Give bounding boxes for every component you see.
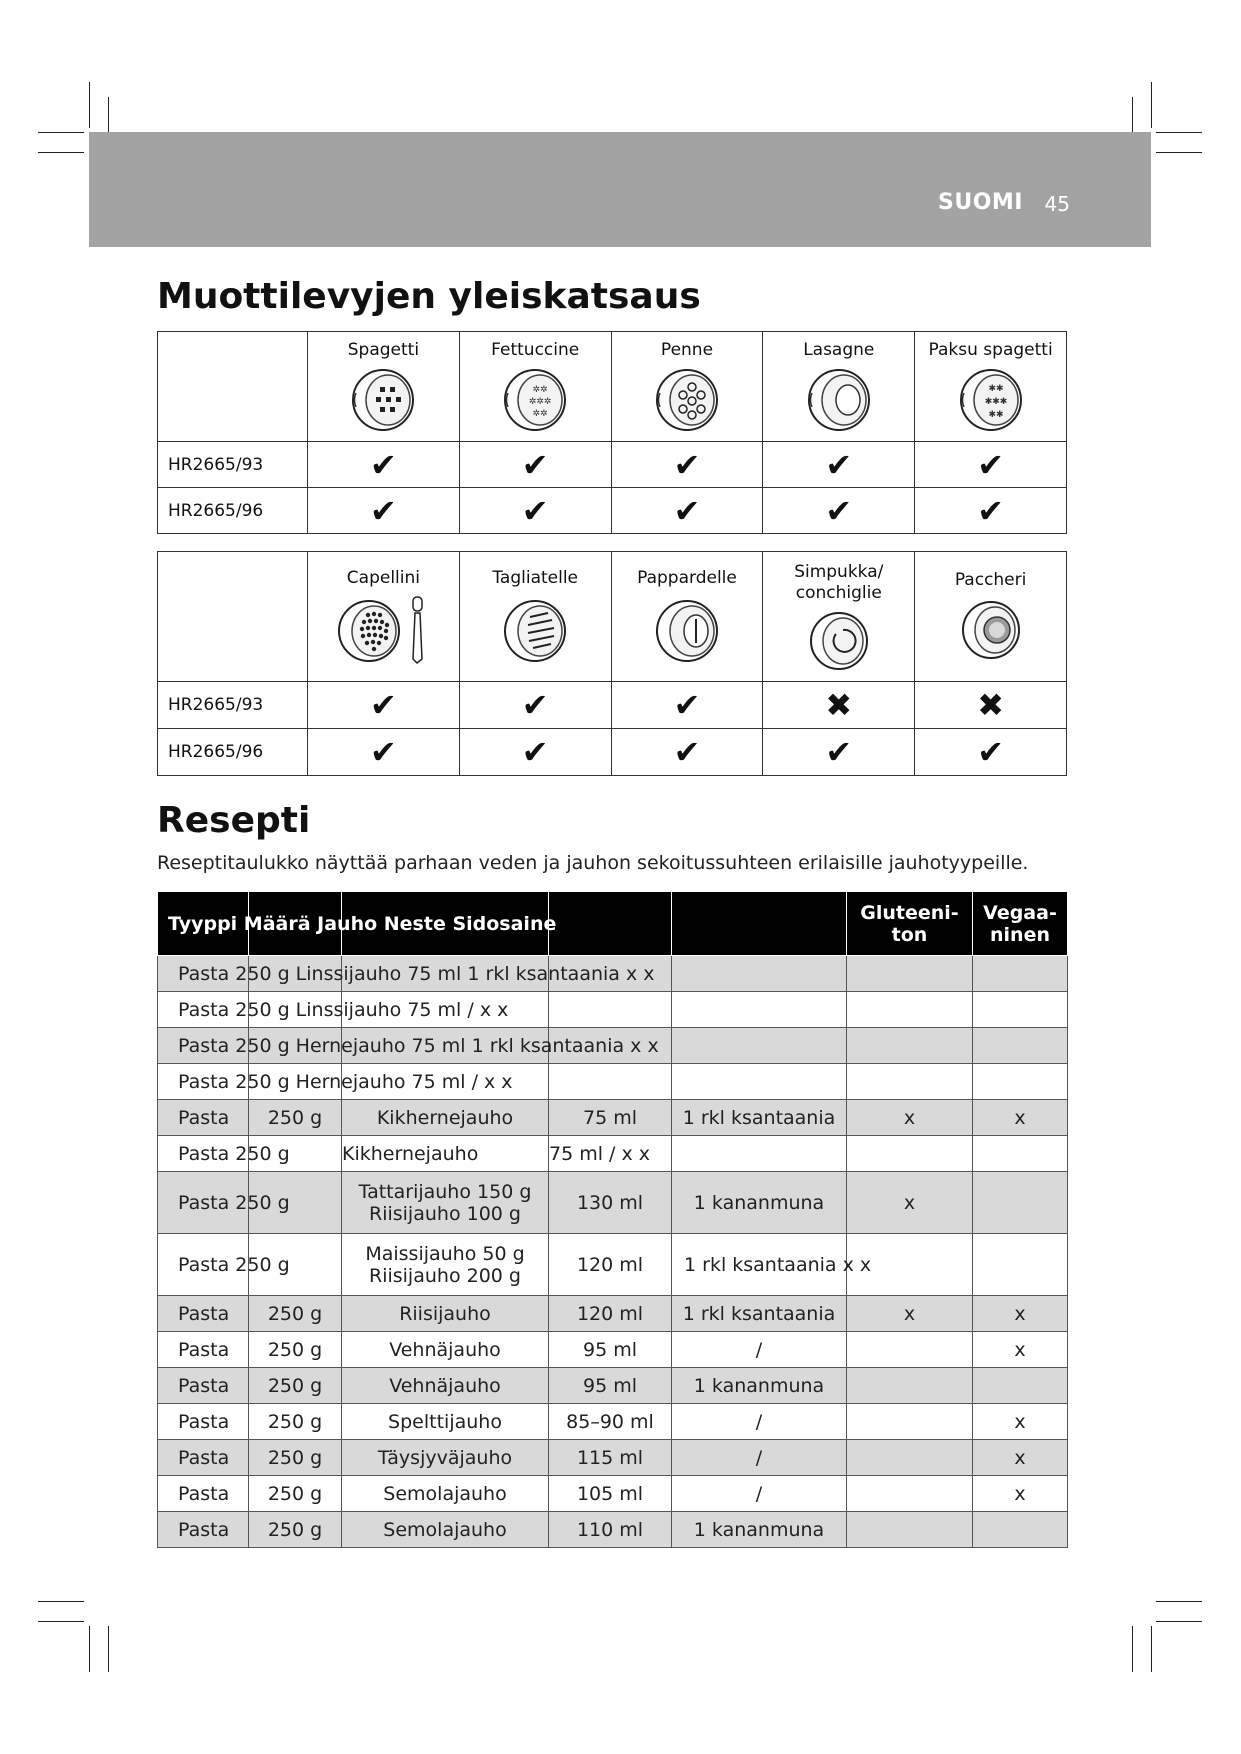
crop-mark [89,1626,90,1672]
table-row [158,1368,1068,1404]
cell-binder: / [672,1440,847,1476]
cell-flour: Täysjyväjauho [342,1440,549,1476]
check-icon: ✔ [977,445,1004,484]
merged-row-text: Pasta 250 g Linssijauho 75 ml / x x [178,998,509,1021]
cell-binder: 1 rkl ksantaania [672,1100,847,1136]
table-row [158,1064,1068,1100]
shell-die-icon [806,610,872,672]
compat-cell [611,729,763,776]
table-row [158,1100,1068,1136]
compat-cell [611,488,763,534]
check-icon: ✔ [977,491,1004,530]
fettuccine-die-icon [502,367,568,433]
merged-row-text: Pasta 250 g Hernejauho 75 ml / x x [178,1070,513,1093]
merged-row-text: Pasta 250 g [178,1191,290,1214]
svg-text:✲✲: ✲✲ [532,385,548,395]
flour-line2: Riisijauho 100 g [369,1202,521,1225]
compat-cell [915,729,1067,776]
header-cell [672,892,847,956]
header-cell [158,892,557,956]
table-row [158,1440,1068,1476]
header-vegan-line1: Vegaa- [983,901,1057,924]
compat-cell [763,729,915,776]
recipe-intro: Reseptitaulukko näyttää parhaan veden ja jauhon sekoitussuhteen erilaisille jauhotyypeille. [157,852,1029,874]
svg-text:✱✱: ✱✱ [988,410,1004,420]
compat-cell [915,488,1067,534]
svg-text:✱✱✱: ✱✱✱ [984,397,1007,407]
table-row [158,1476,1068,1512]
recipe-table [157,891,1068,1548]
cell [973,1136,1068,1172]
cell-binder: 1 kananmuna [672,1172,847,1234]
check-icon: ✔ [673,491,701,530]
lasagne-die-icon [806,367,872,433]
crop-mark [1156,1621,1202,1622]
die-name: Capellini [346,568,420,588]
die-name-line2: conchiglie [795,582,882,603]
flour-line1: Maissijauho 50 g [365,1242,525,1265]
cell-binder: / [672,1404,847,1440]
cell [158,1136,290,1172]
header-gluten-line1: Gluteeni- [860,901,959,924]
die-header [308,332,460,442]
cell-liquid: 120 ml [549,1296,672,1332]
svg-text:✲✲✲: ✲✲✲ [528,397,552,407]
cell-gluten-free: x [847,1296,973,1332]
language-label: SUOMI [938,190,1023,215]
check-icon: ✔ [825,491,853,530]
cell-vegan: x [973,1296,1068,1332]
table-row [158,956,1068,992]
header-gluten-line2: ton [891,923,928,946]
cell [847,992,973,1028]
cell-gluten-free [847,1440,973,1476]
check-icon: ✔ [369,445,397,484]
header-merged-label: Tyyppi Määrä Jauho Neste Sidosaine [168,912,557,935]
die-name: Spagetti [347,340,420,360]
cell-liquid: 130 ml [549,1172,672,1234]
cell-liquid: 115 ml [549,1440,672,1476]
check-icon: ✔ [825,733,853,771]
compat-cell [915,442,1067,488]
model-cell: HR2665/96 [158,488,308,534]
crop-mark [1132,1626,1133,1672]
die-name: Simpukka/ [794,561,884,582]
paccheri-die-icon [958,597,1024,663]
cell [158,1234,290,1296]
page-number: 45 [1044,192,1070,216]
compat-cell [763,682,915,729]
cell-gluten-free [847,1476,973,1512]
die-name: Paksu spagetti [928,340,1053,360]
cell [158,992,509,1028]
compat-cell [459,729,611,776]
cell-flour: Vehnäjauho [342,1332,549,1368]
cell-flour: Spelttijauho [342,1404,549,1440]
svg-text:✲✲: ✲✲ [532,409,548,419]
check-icon: ✔ [369,733,397,771]
check-icon: ✔ [521,686,549,724]
crop-mark [1156,152,1202,153]
cell-vegan [973,1512,1068,1548]
compat-cell [308,682,460,729]
cell-vegan [973,1172,1068,1234]
header-vegan-line2: ninen [990,923,1050,946]
cell-gluten-free [847,1404,973,1440]
cross-icon: ✖ [825,686,853,724]
cell-amount: 250 g [249,1100,342,1136]
cell [847,1064,973,1100]
cell-gluten-free [847,1512,973,1548]
cell-amount: 250 g [249,1332,342,1368]
model-cell: HR2665/96 [158,729,308,776]
die-header [611,552,763,682]
die-header [459,552,611,682]
cell-gluten-free: x [847,1100,973,1136]
compat-cell [915,682,1067,729]
cell-amount: 250 g [249,1404,342,1440]
cell-liquid: 85–90 ml [549,1404,672,1440]
cell-vegan: x [973,1404,1068,1440]
cell [158,1028,659,1064]
cell-amount: 250 g [249,1368,342,1404]
die-name: Penne [660,340,714,360]
spaghetti-die-icon [350,367,416,433]
cell-vegan: x [973,1332,1068,1368]
cell-vegan [973,1368,1068,1404]
cell-gluten-free [847,1368,973,1404]
cell-type: Pasta [158,1512,249,1548]
cell-amount: 250 g [249,1296,342,1332]
header-cell [847,892,973,956]
table-row [158,1172,1068,1234]
compat-cell [459,442,611,488]
empty-cell [158,552,308,682]
cell-flour: Kikhernejauho [342,1100,549,1136]
penne-die-icon [654,367,720,433]
die-header [611,332,763,442]
cell-binder: 1 kananmuna [672,1368,847,1404]
cell-vegan: x [973,1440,1068,1476]
page-header [89,132,1151,247]
cell-type: Pasta [158,1100,249,1136]
cell [973,1064,1068,1100]
pappardelle-die-icon [654,595,720,665]
cell [973,992,1068,1028]
cell-type: Pasta [158,1404,249,1440]
table-row [158,992,1068,1028]
header-cell [973,892,1068,956]
die-header [763,552,915,682]
cell-binder: / [672,1476,847,1512]
cell [672,1064,847,1100]
model-cell: HR2665/93 [158,682,308,729]
die-header [915,552,1067,682]
empty-cell [158,332,308,442]
compat-cell [459,682,611,729]
cell-binder: / [672,1332,847,1368]
merged-row-text: 1 rkl ksantaania x x [684,1253,872,1276]
cell-gluten-free: x [847,1172,973,1234]
cell [672,1028,847,1064]
cell-vegan: x [973,1100,1068,1136]
check-icon: ✔ [521,445,549,484]
die-table-2 [157,551,1067,776]
crop-mark [38,1621,84,1622]
die-name: Tagliatelle [492,568,579,588]
cell-type: Pasta [158,1296,249,1332]
compat-cell [459,488,611,534]
cell [847,1136,973,1172]
crop-mark [1156,132,1202,133]
cell-liquid: 110 ml [549,1512,672,1548]
cell-flour: Semolajauho [342,1512,549,1548]
check-icon: ✔ [369,491,397,530]
cell-flour [342,1172,549,1234]
cell [973,1028,1068,1064]
die-name: Lasagne [803,340,875,360]
cell-flour: Riisijauho [342,1296,549,1332]
cell [549,992,672,1028]
capellini-die-icon [333,595,433,665]
cell-liquid: 120 ml [549,1234,672,1296]
compat-cell [308,442,460,488]
section-title-recipe: Resepti [157,800,311,841]
check-icon: ✔ [673,686,701,724]
cell [672,956,847,992]
cell-flour: Kikhernejauho [342,1136,549,1172]
check-icon: ✔ [369,686,397,724]
crop-mark [38,1601,84,1602]
section-title-dies: Muottilevyjen yleiskatsaus [157,276,701,317]
cell-vegan: x [973,1476,1068,1512]
crop-mark [38,132,84,133]
cell-type: Pasta [158,1368,249,1404]
cell-flour [342,1234,549,1296]
die-header [308,552,460,682]
cell-amount: 250 g [249,1476,342,1512]
check-icon: ✔ [673,733,701,771]
crop-mark [1156,1601,1202,1602]
compat-cell [763,488,915,534]
compat-cell [763,442,915,488]
cell [549,1064,672,1100]
die-header [763,332,915,442]
compat-cell [308,488,460,534]
cell-gluten-free [847,1332,973,1368]
merged-row-text: Pasta 250 g [178,1142,290,1165]
flour-line2: Riisijauho 200 g [369,1264,521,1287]
cell [847,956,973,992]
cell-type: Pasta [158,1440,249,1476]
cell [847,1028,973,1064]
svg-text:✱✱: ✱✱ [988,384,1004,394]
recipe-header-row [158,892,1068,956]
check-icon: ✔ [673,445,701,484]
die-name: Paccheri [954,570,1027,590]
cell [549,1136,672,1172]
tagliatelle-die-icon [502,595,568,665]
check-icon: ✔ [521,491,549,530]
table-row [158,1404,1068,1440]
die-table-1 [157,331,1067,534]
cell [973,956,1068,992]
table-row [158,1136,1068,1172]
merged-row-text: Pasta 250 g Hernejauho 75 ml 1 rkl ksantaania x x [178,1034,659,1057]
cell-vegan [973,1234,1068,1296]
die-header [459,332,611,442]
cell-flour: Semolajauho [342,1476,549,1512]
crop-mark [1151,1626,1152,1672]
die-header [915,332,1067,442]
check-icon: ✔ [825,445,853,484]
cell-liquid: 75 ml [549,1100,672,1136]
table-row [158,1234,1068,1296]
cell [672,992,847,1028]
cell-amount: 250 g [249,1512,342,1548]
cell [158,1064,513,1100]
check-icon: ✔ [521,733,549,771]
crop-mark [89,82,90,128]
cell-type: Pasta [158,1332,249,1368]
crop-mark [38,152,84,153]
cell-binder: 1 kananmuna [672,1512,847,1548]
crop-mark [1151,82,1152,128]
cell-liquid: 105 ml [549,1476,672,1512]
table-row [158,1028,1068,1064]
cell-liquid: 95 ml [549,1368,672,1404]
merged-row-text: 75 ml / x x [549,1142,651,1165]
cell [672,1136,847,1172]
compat-cell [611,442,763,488]
table-row [158,1332,1068,1368]
header-cell [549,892,672,956]
die-name: Fettuccine [491,340,580,360]
table-row [158,1296,1068,1332]
die-name: Pappardelle [637,568,737,588]
cross-icon: ✖ [977,686,1004,724]
cell-amount: 250 g [249,1440,342,1476]
merged-row-text: Pasta 250 g [178,1253,290,1276]
crop-mark [108,1626,109,1672]
compat-cell [611,682,763,729]
table-row [158,1512,1068,1548]
flour-line1: Tattarijauho 150 g [358,1180,532,1203]
cell-type: Pasta [158,1476,249,1512]
cell-binder: 1 rkl ksantaania [672,1296,847,1332]
merged-row-text: Pasta 250 g Linssijauho 75 ml 1 rkl ksantaania x x [178,962,655,985]
check-icon: ✔ [977,733,1004,771]
cell [158,1172,290,1234]
cell [158,956,655,992]
thick-spaghetti-die-icon [958,367,1024,433]
cell-flour: Vehnäjauho [342,1368,549,1404]
model-cell: HR2665/93 [158,442,308,488]
compat-cell [308,729,460,776]
cell-binder [672,1234,872,1296]
cell-liquid: 95 ml [549,1332,672,1368]
